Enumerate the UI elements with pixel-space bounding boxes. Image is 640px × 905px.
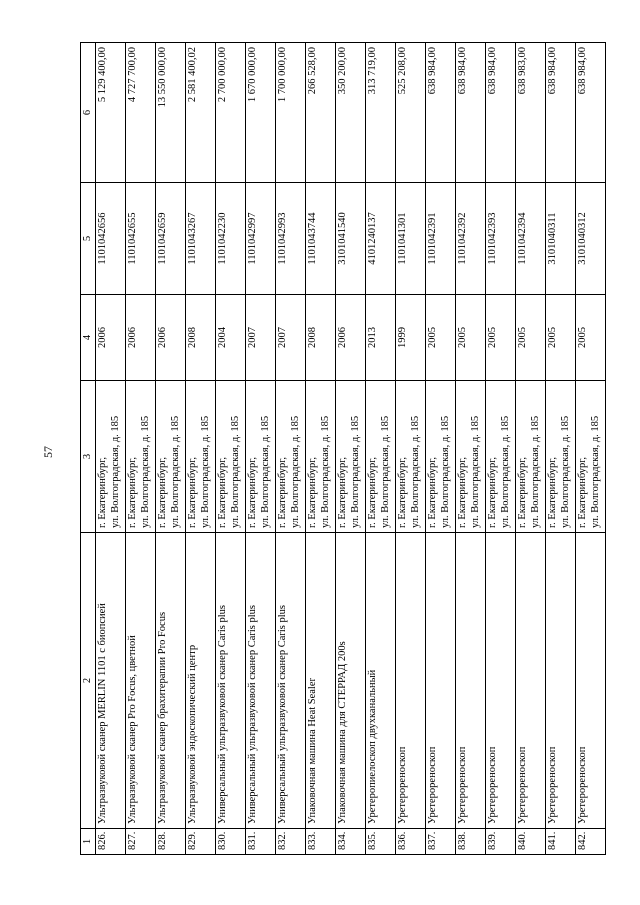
- address-street: ул. Волгоградская, д. 185: [320, 415, 331, 528]
- address-city: г. Екатеринбург,: [337, 456, 348, 528]
- item-address: [546, 381, 576, 533]
- item-name: Уретерореноскоп: [396, 533, 426, 829]
- table-row: [216, 43, 246, 855]
- row-number: 830.: [216, 829, 246, 855]
- inventory-table: [80, 42, 606, 855]
- address-city: г. Екатеринбург,: [127, 456, 138, 528]
- address-street: ул. Волгоградская, д. 185: [470, 415, 481, 528]
- item-address: [276, 381, 306, 533]
- row-number: 828.: [156, 829, 186, 855]
- item-address: [456, 381, 486, 533]
- item-year: 2005: [546, 295, 576, 381]
- item-value: 2 700 000,00: [216, 43, 246, 183]
- row-number: 840.: [516, 829, 546, 855]
- row-number: 831.: [246, 829, 276, 855]
- item-address: [426, 381, 456, 533]
- item-address: [186, 381, 216, 533]
- item-year: 2006: [336, 295, 366, 381]
- address-city: г. Екатеринбург,: [457, 456, 468, 528]
- address-street: ул. Волгоградская, д. 185: [500, 415, 511, 528]
- address-city: г. Екатеринбург,: [397, 456, 408, 528]
- item-value: 350 200,00: [336, 43, 366, 183]
- item-address: [486, 381, 516, 533]
- item-year: 2007: [246, 295, 276, 381]
- header-col-6: 6: [81, 43, 96, 183]
- item-name: Уретеропиелоскоп двухканальный: [366, 533, 396, 829]
- item-value: 1 670 000,00: [246, 43, 276, 183]
- table-row: [246, 43, 276, 855]
- rotated-table-container: [80, 43, 620, 855]
- table-row: [156, 43, 186, 855]
- row-number: 839.: [486, 829, 516, 855]
- row-number: 829.: [186, 829, 216, 855]
- inventory-code: 1101042394: [516, 183, 546, 295]
- item-name: Универсальный ультразвуковой сканер Caris plus: [216, 533, 246, 829]
- inventory-code: 3101040311: [546, 183, 576, 295]
- item-year: 2006: [96, 295, 126, 381]
- item-address: [336, 381, 366, 533]
- inventory-code: 1101041301: [396, 183, 426, 295]
- table-row: [396, 43, 426, 855]
- address-street: ул. Волгоградская, д. 185: [530, 415, 541, 528]
- item-value: 13 550 000,00: [156, 43, 186, 183]
- item-name: Уретерореноскоп: [576, 533, 606, 829]
- item-address: [576, 381, 606, 533]
- item-address: [156, 381, 186, 533]
- inventory-code: 1101042655: [126, 183, 156, 295]
- inventory-code: 4101240137: [366, 183, 396, 295]
- inventory-code: 1101042230: [216, 183, 246, 295]
- row-number: 832.: [276, 829, 306, 855]
- inventory-code: 3101040312: [576, 183, 606, 295]
- header-col-4: 4: [81, 295, 96, 381]
- table-row: [96, 43, 126, 855]
- item-address: [216, 381, 246, 533]
- address-street: ул. Волгоградская, д. 185: [560, 415, 571, 528]
- address-city: г. Екатеринбург,: [187, 456, 198, 528]
- address-street: ул. Волгоградская, д. 185: [140, 415, 151, 528]
- page-number: 57: [41, 446, 55, 458]
- table-row: [576, 43, 606, 855]
- inventory-code: 1101042393: [486, 183, 516, 295]
- row-number: 835.: [366, 829, 396, 855]
- item-value: 1 700 000,00: [276, 43, 306, 183]
- item-year: 1999: [396, 295, 426, 381]
- item-value: 2 581 400,02: [186, 43, 216, 183]
- item-value: 638 984,00: [576, 43, 606, 183]
- item-address: [396, 381, 426, 533]
- row-number: 837.: [426, 829, 456, 855]
- header-col-2: 2: [81, 533, 96, 829]
- item-name: Уретерореноскоп: [456, 533, 486, 829]
- address-city: г. Екатеринбург,: [427, 456, 438, 528]
- row-number: 841.: [546, 829, 576, 855]
- item-name: Ультразвуковой сканер MERLIN 1101 с биопсией: [96, 533, 126, 829]
- table-row: [336, 43, 366, 855]
- row-number: 838.: [456, 829, 486, 855]
- item-name: Ультразвуковой сканер брахитерапии Pro Focus: [156, 533, 186, 829]
- address-city: г. Екатеринбург,: [247, 456, 258, 528]
- item-year: 2008: [186, 295, 216, 381]
- item-year: 2006: [156, 295, 186, 381]
- address-street: ул. Волгоградская, д. 185: [200, 415, 211, 528]
- header-row: [81, 43, 96, 855]
- inventory-code: 1101042391: [426, 183, 456, 295]
- table-row: [306, 43, 336, 855]
- row-number: 842.: [576, 829, 606, 855]
- item-address: [516, 381, 546, 533]
- address-street: ул. Волгоградская, д. 185: [110, 415, 121, 528]
- item-name: Универсальный ультразвуковой сканер Caris plus: [276, 533, 306, 829]
- address-street: ул. Волгоградская, д. 185: [230, 415, 241, 528]
- row-number: 827.: [126, 829, 156, 855]
- address-city: г. Екатеринбург,: [547, 456, 558, 528]
- item-value: 638 984,00: [546, 43, 576, 183]
- address-street: ул. Волгоградская, д. 185: [290, 415, 301, 528]
- address-city: г. Екатеринбург,: [367, 456, 378, 528]
- item-address: [246, 381, 276, 533]
- inventory-code: 1101042997: [246, 183, 276, 295]
- item-name: Ультразвуковой эндоскопический центр: [186, 533, 216, 829]
- item-value: 313 719,00: [366, 43, 396, 183]
- item-address: [306, 381, 336, 533]
- item-year: 2005: [456, 295, 486, 381]
- address-street: ул. Волгоградская, д. 185: [350, 415, 361, 528]
- item-name: Уретерореноскоп: [426, 533, 456, 829]
- inventory-code: 1101042392: [456, 183, 486, 295]
- item-name: Ультразвуковой сканер Pro Focus, цветной: [126, 533, 156, 829]
- address-street: ул. Волгоградская, д. 185: [380, 415, 391, 528]
- item-value: 5 129 400,00: [96, 43, 126, 183]
- item-value: 4 727 700,00: [126, 43, 156, 183]
- item-address: [126, 381, 156, 533]
- item-name: Уретерореноскоп: [486, 533, 516, 829]
- address-city: г. Екатеринбург,: [217, 456, 228, 528]
- address-city: г. Екатеринбург,: [97, 456, 108, 528]
- address-street: ул. Волгоградская, д. 185: [410, 415, 421, 528]
- header-col-3: 3: [81, 381, 96, 533]
- address-city: г. Екатеринбург,: [157, 456, 168, 528]
- address-city: г. Екатеринбург,: [517, 456, 528, 528]
- item-address: [96, 381, 126, 533]
- item-year: 2005: [426, 295, 456, 381]
- item-name: Уретерореноскоп: [546, 533, 576, 829]
- item-value: 638 984,00: [426, 43, 456, 183]
- table-row: [516, 43, 546, 855]
- item-value: 638 984,00: [456, 43, 486, 183]
- header-col-1: 1: [81, 829, 96, 855]
- item-value: 525 208,00: [396, 43, 426, 183]
- address-street: ул. Волгоградская, д. 185: [590, 415, 601, 528]
- table-row: [486, 43, 516, 855]
- inventory-code: 3101041540: [336, 183, 366, 295]
- item-year: 2008: [306, 295, 336, 381]
- inventory-code: 1101042993: [276, 183, 306, 295]
- item-name: Универсальный ультразвуковой сканер Caris plus: [246, 533, 276, 829]
- table-row: [366, 43, 396, 855]
- item-year: 2005: [576, 295, 606, 381]
- item-year: 2006: [126, 295, 156, 381]
- item-value: 638 984,00: [486, 43, 516, 183]
- address-street: ул. Волгоградская, д. 185: [440, 415, 451, 528]
- table-row: [186, 43, 216, 855]
- row-number: 836.: [396, 829, 426, 855]
- table-row: [276, 43, 306, 855]
- item-value: 266 528,00: [306, 43, 336, 183]
- address-street: ул. Волгоградская, д. 185: [260, 415, 271, 528]
- item-year: 2004: [216, 295, 246, 381]
- address-city: г. Екатеринбург,: [487, 456, 498, 528]
- inventory-code: 1101042656: [96, 183, 126, 295]
- table-row: [456, 43, 486, 855]
- item-year: 2005: [516, 295, 546, 381]
- address-city: г. Екатеринбург,: [277, 456, 288, 528]
- table-body: [96, 43, 606, 855]
- row-number: 833.: [306, 829, 336, 855]
- inventory-code: 1101043267: [186, 183, 216, 295]
- row-number: 834.: [336, 829, 366, 855]
- item-year: 2007: [276, 295, 306, 381]
- address-city: г. Екатеринбург,: [307, 456, 318, 528]
- inventory-code: 1101043744: [306, 183, 336, 295]
- header-col-5: 5: [81, 183, 96, 295]
- item-value: 638 983,00: [516, 43, 546, 183]
- inventory-code: 1101042659: [156, 183, 186, 295]
- item-year: 2013: [366, 295, 396, 381]
- address-street: ул. Волгоградская, д. 185: [170, 415, 181, 528]
- row-number: 826.: [96, 829, 126, 855]
- table-row: [126, 43, 156, 855]
- item-address: [366, 381, 396, 533]
- table-row: [426, 43, 456, 855]
- address-city: г. Екатеринбург,: [577, 456, 588, 528]
- item-name: Упаковочная машина для СТЕРРАД 200s: [336, 533, 366, 829]
- item-name: Уретерореноскоп: [516, 533, 546, 829]
- item-year: 2005: [486, 295, 516, 381]
- table-row: [546, 43, 576, 855]
- item-name: Упаковочная машина Heat Sealer: [306, 533, 336, 829]
